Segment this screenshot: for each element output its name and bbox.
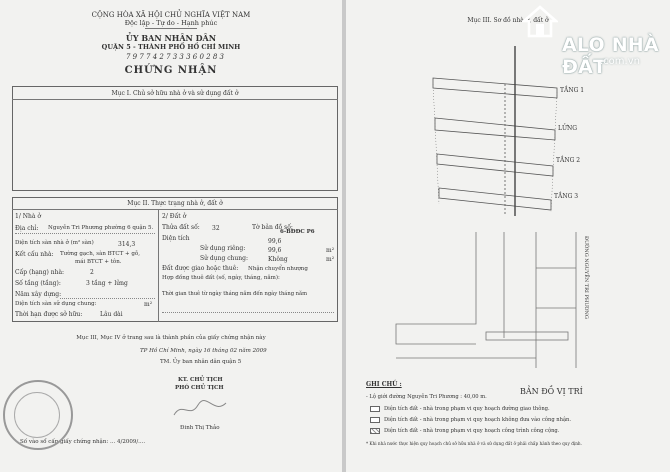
signer-name: Đinh Thị Thảo <box>180 425 220 431</box>
watermark-brand: ALO NHÀ ĐẤT <box>562 34 659 78</box>
floor-label-2: TẦNG 2 <box>556 157 581 164</box>
certificate-title: CHỨNG NHẬN <box>124 65 218 76</box>
legend-swatch-public <box>370 428 380 434</box>
republic-heading: CỘNG HÒA XÃ HỘI CHỦ NGHĨA VIỆT NAM <box>91 11 251 19</box>
legend-public-area: Diện tích đất - nhà trong phạm vi quy hoạch công trình công cộng. <box>384 428 560 434</box>
floor-label-3: TẦNG 3 <box>554 193 579 200</box>
house-logo-icon <box>522 4 558 40</box>
private-use-value: 99,6 <box>268 247 282 254</box>
legend-planning-note: * Khi nhà nước thực hiện quy hoạch chủ sở hữu nhà ở và sử dụng đất ở phải chấp hành theo quy định. <box>366 441 582 446</box>
section-2-column-divider <box>158 209 159 322</box>
section-1-title: Mục I. Chủ sở hữu nhà ở và sử dụng đất ở <box>111 90 239 97</box>
legend-road-width: - Lộ giới đường Nguyễn Tri Phương : 40,00 m. <box>366 394 487 400</box>
serial-number: 7 9 7 7 4 2 7 3 3 3 6 0 2 8 3 <box>126 53 224 61</box>
shared-area-label: Diện tích sàn sử dụng chung: <box>15 301 97 307</box>
issue-date: TP Hồ Chí Minh, ngày 16 tháng 02 năm 2009 <box>140 348 267 354</box>
common-use-label: Sử dụng chung: <box>200 255 249 262</box>
district-heading: QUẬN 5 - THÀNH PHỐ HỒ CHÍ MINH <box>101 43 241 51</box>
house-area-value: 314,3 <box>118 241 136 248</box>
year-dots <box>60 298 155 299</box>
lease-contract-label: Hợp đồng thuê đất (số, ngày, tháng, năm): <box>162 275 280 281</box>
kt-chairman: KT. CHỦ TỊCH <box>178 377 223 383</box>
common-use-unit: m² <box>326 256 335 263</box>
structure-label: Kết cấu nhà: <box>15 251 54 258</box>
year-label: Năm xây dựng: <box>15 291 62 298</box>
ownership-term-value: Lâu dài <box>100 311 123 318</box>
structure-value-line-2: mái BTCT + tôn. <box>75 259 122 265</box>
lease-dots <box>162 312 334 313</box>
ownership-term-label: Thời hạn được sở hữu: <box>15 311 83 318</box>
motto-underline <box>145 28 197 29</box>
lease-period-label: Thời gian thuê từ ngày tháng năm đến ngày tháng năm <box>162 291 308 297</box>
registry-number: Số vào sổ cấp giấy chứng nhận: ... 4/2009/.... <box>20 439 146 445</box>
legend-title: GHI CHÚ : <box>366 381 402 388</box>
street-name: ĐƯỜNG NGUYỄN TRI PHƯƠNG <box>583 236 589 319</box>
legend-swatch-road <box>370 406 380 412</box>
floors-label: Số tầng (tầng): <box>15 280 61 287</box>
map-sheet-value: 6-BĐĐC P6 <box>280 229 315 235</box>
official-seal-inner-ring <box>14 392 60 438</box>
land-area-value: 99,6 <box>268 238 282 245</box>
land-form-label: Đất được giao hoặc thuê: <box>162 265 239 272</box>
structure-value-line-1: Tường gạch, sàn BTCT + gỗ, <box>60 251 140 257</box>
plot-value: 32 <box>212 225 220 232</box>
on-behalf-line: TM. Ủy ban nhân dân quận 5 <box>160 359 242 365</box>
national-motto: Độc lập - Tự do - Hạnh phúc <box>124 19 218 27</box>
grade-value: 2 <box>90 269 94 276</box>
shared-area-unit: m² <box>144 301 153 308</box>
address-label: Địa chỉ: <box>15 225 39 232</box>
land-form-value: Nhận chuyển nhượng <box>248 266 308 272</box>
location-map <box>386 228 634 378</box>
section-2-title: Mục II. Thực trạng nhà ở, đất ở <box>127 200 223 207</box>
private-use-label: Sử dụng riêng: <box>200 245 246 252</box>
legend-excluded-area: Diện tích đất - nhà trong phạm vi quy hoạch không đưa vào công nhận. <box>384 417 572 423</box>
land-area-label: Diện tích <box>162 235 190 242</box>
grade-label: Cấp (hạng) nhà: <box>15 269 65 276</box>
address-value: Nguyễn Tri Phương phường 6 quận 5. <box>48 225 154 231</box>
address-dots <box>15 233 155 234</box>
committee-heading: ỦY BAN NHÂN DÂN <box>125 33 217 43</box>
vice-chairman: PHÓ CHỦ TỊCH <box>175 385 224 391</box>
private-use-unit: m² <box>326 247 335 254</box>
land-heading: 2/ Đất ở <box>162 213 187 220</box>
floor-label-1: TẦNG 1 <box>560 87 585 94</box>
section-1-frame <box>12 86 338 191</box>
floor-label-mezzanine: LỬNG <box>558 125 578 132</box>
common-use-value: Không <box>268 256 288 263</box>
house-area-label: Diện tích sàn nhà ở (m² sàn) <box>15 240 94 246</box>
section-3-note: Mục III, Mục IV ở trang sau là thành phần của giấy chứng nhận này <box>76 335 266 341</box>
map-sheet-label: Tờ bản đồ số: <box>252 224 293 231</box>
signature-mark <box>170 395 230 423</box>
house-heading: 1/ Nhà ở <box>15 213 41 220</box>
legend-swatch-excluded <box>370 417 380 423</box>
section-1-divider <box>12 99 338 100</box>
plan-section-title: Mục III. Sơ đồ nhà ở, đất ở <box>467 17 549 24</box>
watermark-domain: .com.vn <box>600 56 640 67</box>
plot-label: Thửa đất số: <box>162 224 200 231</box>
section-2-divider <box>12 209 338 210</box>
legend-road-area: Diện tích đất - nhà trong phạm vi quy hoạch đường giao thông. <box>384 406 550 412</box>
floors-value: 3 tầng + lửng <box>86 280 128 287</box>
location-map-title: BẢN ĐỒ VỊ TRÍ <box>520 387 583 396</box>
